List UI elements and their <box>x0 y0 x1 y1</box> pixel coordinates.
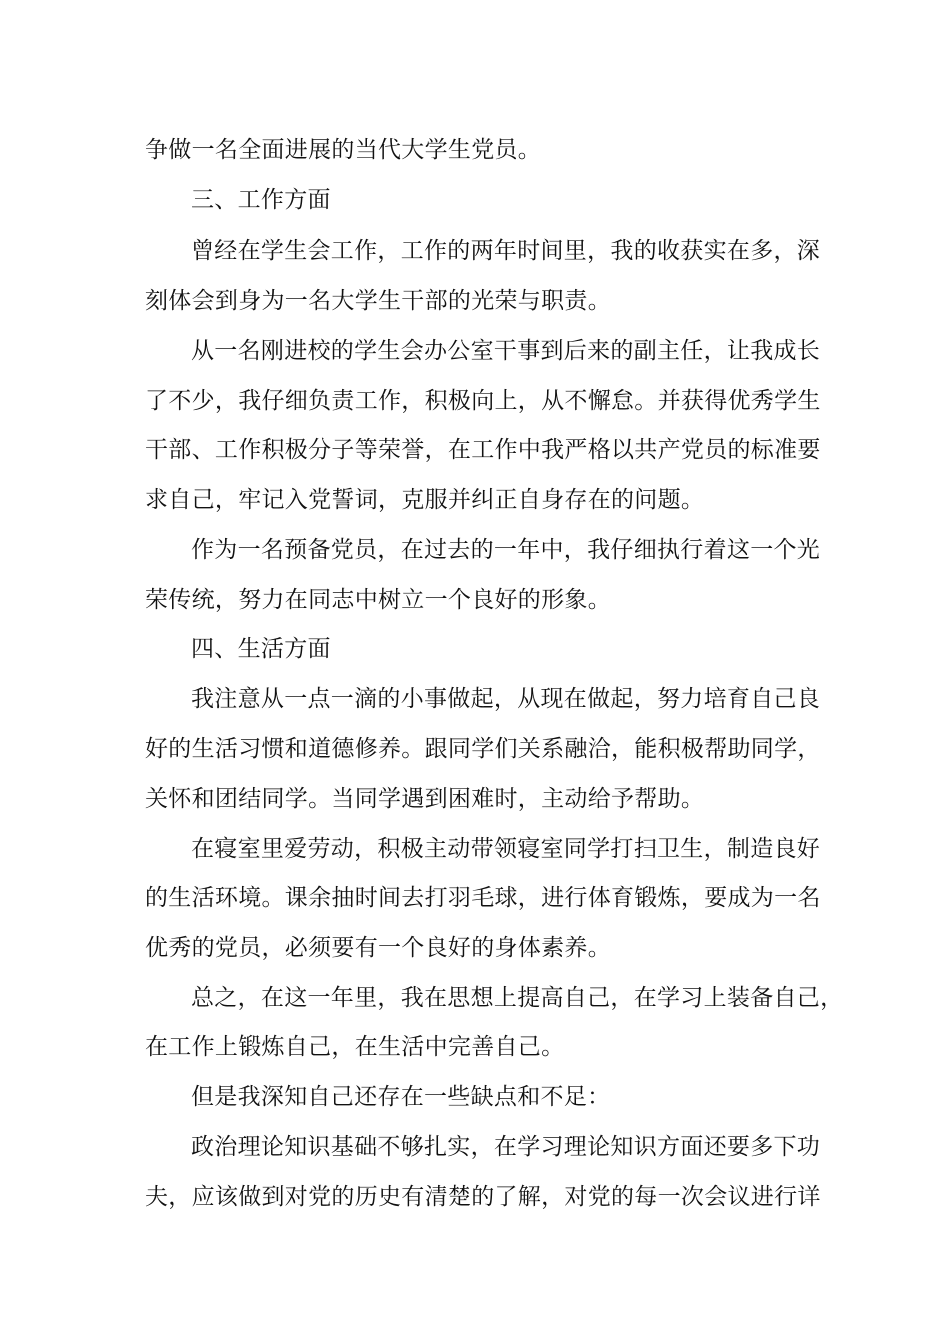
text-line: 政治理论知识基础不够扎实，在学习理论知识方面还要多下功 <box>191 1134 821 1160</box>
text-line: 在寝室里爱劳动，积极主动带领寝室同学打扫卫生，制造良好 <box>191 836 821 862</box>
text-line: 夫，应该做到对党的历史有清楚的了解，对党的每一次会议进行详 <box>145 1184 821 1210</box>
text-line: 争做一名全面进展的当代大学生党员。 <box>145 137 542 163</box>
text-line: 从一名刚进校的学生会办公室干事到后来的副主任，让我成长 <box>191 338 821 364</box>
text-line: 作为一名预备党员，在过去的一年中，我仔细执行着这一个光 <box>191 537 821 563</box>
text-line: 荣传统，努力在同志中树立一个良好的形象。 <box>145 587 611 613</box>
text-line: 了不少，我仔细负责工作，积极向上，从不懈怠。并获得优秀学生 <box>145 388 821 414</box>
text-line: 的生活环境。课余抽时间去打羽毛球，进行体育锻炼，要成为一名 <box>145 885 821 911</box>
text-line: 但是我深知自己还存在一些缺点和不足： <box>191 1084 611 1110</box>
text-line: 求自己，牢记入党誓词，克服并纠正自身存在的问题。 <box>145 487 705 513</box>
text-line: 优秀的党员，必须要有一个良好的身体素养。 <box>145 935 611 961</box>
text-line: 曾经在学生会工作，工作的两年时间里，我的收获实在多，深 <box>191 238 821 264</box>
text-line: 我注意从一点一滴的小事做起，从现在做起，努力培育自己良 <box>191 686 821 712</box>
section-heading-life: 四、生活方面 <box>191 636 331 662</box>
text-line: 总之，在这一年里，我在思想上提高自己，在学习上装备自己， <box>191 985 844 1011</box>
text-line: 干部、工作积极分子等荣誉，在工作中我严格以共产党员的标准要 <box>145 437 821 463</box>
text-line: 刻体会到身为一名大学生干部的光荣与职责。 <box>145 288 611 314</box>
text-line: 在工作上锻炼自己，在生活中完善自己。 <box>145 1034 565 1060</box>
text-line: 好的生活习惯和道德修养。跟同学们关系融洽，能积极帮助同学， <box>145 736 821 762</box>
text-line: 关怀和团结同学。当同学遇到困难时，主动给予帮助。 <box>145 786 705 812</box>
section-heading-work: 三、工作方面 <box>191 187 331 213</box>
